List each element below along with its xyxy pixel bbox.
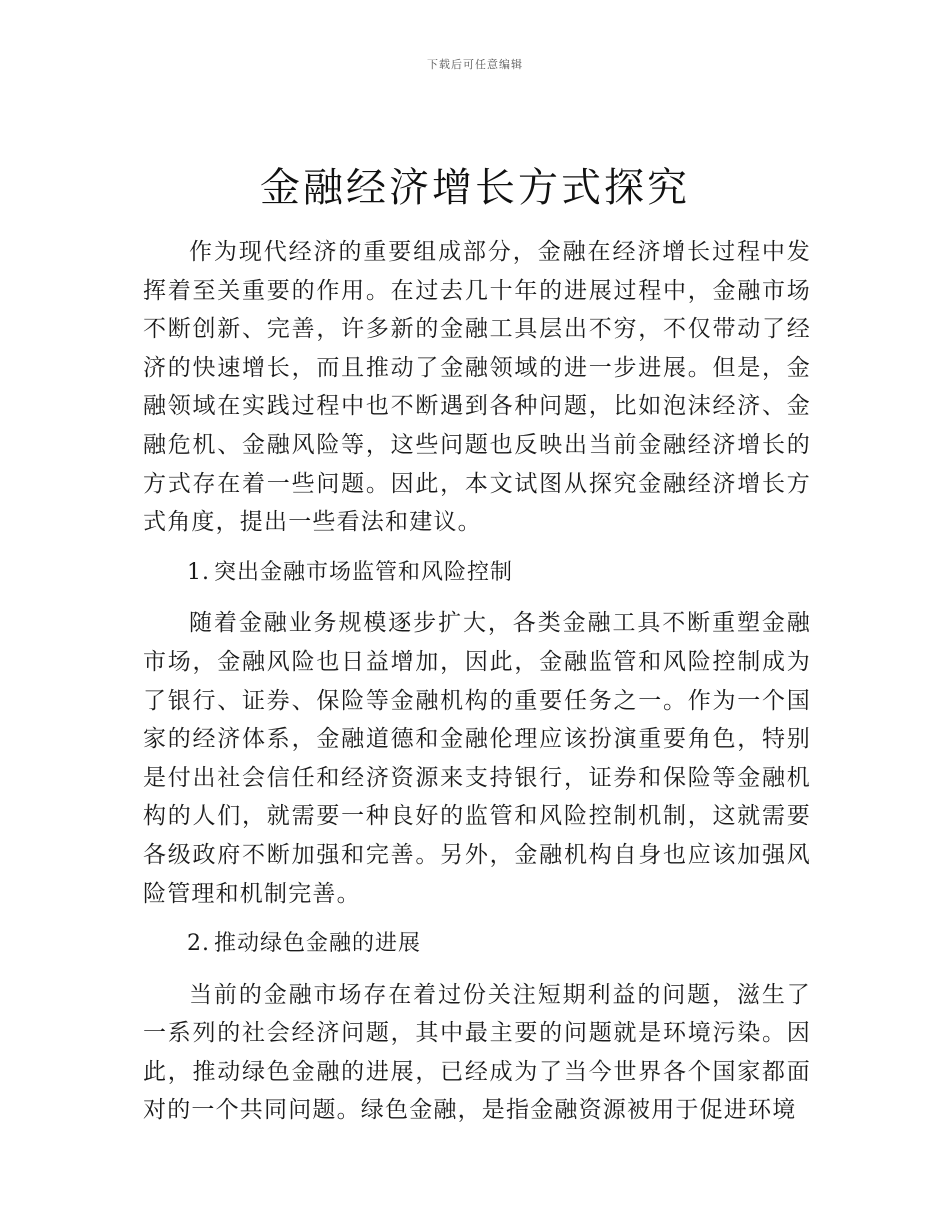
section-heading-2 (143, 925, 811, 964)
header-note: 下载后可任意编辑 (427, 58, 523, 71)
document-body (143, 233, 811, 1130)
section-number-1: 1. (187, 559, 210, 585)
section-title-1: 突出金融市场监管和风险控制 (214, 559, 514, 585)
section-paragraph-2: 当前的金融市场存在着过份关注短期利益的问题，滋生了一系列的社会经济问题，其中最主要的问题就是环境污染。因此，推动绿色金融的进展，已经成为了当今世界各个国家都面对的一个共同问题。绿色金融，是指金融资源被用于促进环境 (143, 981, 811, 1124)
section-number-2: 2. (187, 931, 210, 957)
intro-paragraph: 作为现代经济的重要组成部分，金融在经济增长过程中发挥着至关重要的作用。在过去几十年的进展过程中，金融市场不断创新、完善，许多新的金融工具层出不穷，不仅带动了经济的快速增长，而且推动了金融领域的进一步进展。但是，金融领域在实践过程中也不断遇到各种问题，比如泡沫经济、金融危机、金融风险等，这些问题也反映出当前金融经济增长的方式存在着一些问题。因此，本文试图从探究金融经济增长方式角度，提出一些看法和建议。 (143, 239, 811, 536)
section-heading-1 (143, 554, 811, 593)
section-paragraph-1: 随着金融业务规模逐步扩大，各类金融工具不断重塑金融市场，金融风险也日益增加，因此，金融监管和风险控制成为了银行、证券、保险等金融机构的重要任务之一。作为一个国家的经济体系，金融道德和金融伦理应该扮演重要角色，特别是付出社会信任和经济资源来支持银行，证券和保险等金融机构的人们，就需要一种良好的监管和风险控制机制，这就需要各级政府不断加强和完善。另外，金融机构自身也应该加强风险管理和机制完善。 (143, 610, 811, 907)
document-title: 金融经济增长方式探究 (260, 165, 690, 211)
section-title-2: 推动绿色金融的进展 (214, 931, 422, 957)
